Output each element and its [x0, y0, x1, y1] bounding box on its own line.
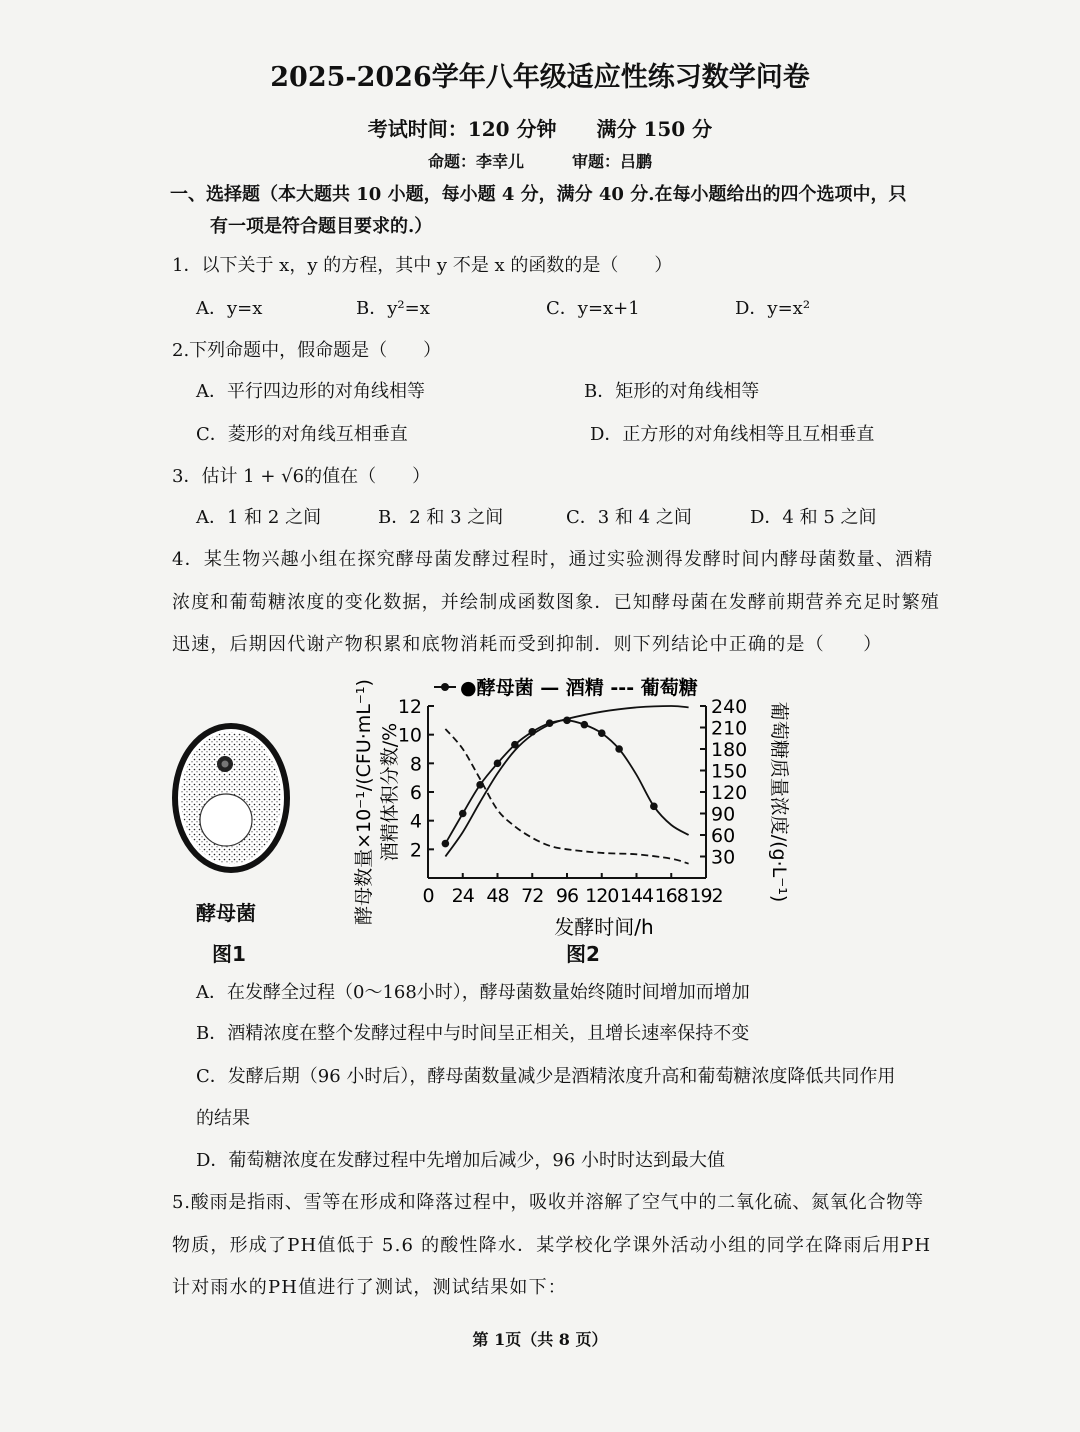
question-1-option-c: C．y=x+1 — [546, 298, 640, 319]
y-left-tick-label: 4 — [409, 810, 422, 833]
question-5-line3: 计对雨水的PH值进行了测试，测试结果如下： — [172, 1277, 568, 1298]
exam-info: 考试时间：120 分钟 满分 150 分 — [367, 117, 713, 141]
question-4-option-d: D．葡萄糖浓度在发酵过程中先增加后减少，96 小时时达到最大值 — [196, 1150, 726, 1171]
x-tick-label: 48 — [486, 885, 509, 907]
y-right-tick-label: 180 — [711, 739, 748, 761]
y-axis-right-title: 葡萄糖质量浓度/(g·L⁻¹) — [768, 701, 790, 903]
y-axis-left-title-2: 酒精体积分数/% — [379, 722, 401, 862]
page-title: 2025-2026学年八年级适应性练习数学问卷 — [270, 62, 810, 93]
y-right-tick-label: 150 — [711, 760, 748, 783]
yeast-cell-figure — [168, 718, 298, 878]
x-tick-label: 0 — [422, 885, 434, 907]
question-3-stem: 3．估计 1 + √6的值在（ ） — [172, 466, 431, 487]
question-4-option-a: A．在发酵全过程（0～168小时），酵母菌数量始终随时间增加而增加 — [196, 982, 750, 1003]
question-2-stem: 2.下列命题中，假命题是（ ） — [172, 340, 442, 361]
y-left-tick-label: 10 — [397, 724, 422, 747]
question-2-option-b: B．矩形的对角线相等 — [584, 381, 760, 402]
x-tick-label: 72 — [521, 885, 544, 907]
y-left-tick-label: 6 — [409, 782, 422, 804]
question-4-option-c: C．发酵后期（96 小时后），酵母菌数量减少是酒精浓度升高和葡萄糖浓度降低共同作用 — [196, 1066, 896, 1087]
fermentation-chart — [336, 664, 796, 944]
y-right-tick-label: 60 — [711, 825, 736, 847]
series-point-yeast — [494, 760, 502, 768]
y-right-tick-label: 90 — [711, 803, 736, 826]
y-right-tick-label: 240 — [711, 696, 748, 718]
section-heading-line1: 一、选择题（本大题共 10 小题，每小题 4 分，满分 40 分.在每小题给出的四个选项中，只 — [170, 184, 907, 205]
y-right-tick-label: 120 — [711, 782, 748, 804]
series-point-yeast — [598, 729, 606, 737]
exam-authors: 命题：李幸儿 审题：吕鹏 — [427, 152, 652, 171]
section-heading-line2: 有一项是符合题目要求的.） — [210, 216, 433, 237]
question-4-option-b: B．酒精浓度在整个发酵过程中与时间呈正相关，且增长速率保持不变 — [196, 1023, 750, 1044]
y-right-tick-label: 210 — [711, 717, 748, 740]
x-tick-label: 120 — [585, 885, 619, 907]
y-left-tick-label: 12 — [397, 696, 422, 718]
question-4-line3: 迅速，后期因代谢产物积累和底物消耗而受到抑制．则下列结论中正确的是（ ） — [172, 634, 883, 655]
series-point-yeast — [615, 745, 623, 753]
question-1-option-a: A．y=x — [196, 298, 263, 319]
x-tick-label: 192 — [689, 885, 723, 907]
question-3-option-a: A．1 和 2 之间 — [196, 507, 322, 528]
x-tick-label: 168 — [654, 885, 688, 907]
series-point-yeast — [581, 721, 589, 729]
figure-2-label: 图2 — [566, 942, 600, 966]
question-5-line1: 5.酸雨是指雨、雪等在形成和降落过程中，吸收并溶解了空气中的二氧化硫、氮氧化合物等 — [172, 1192, 924, 1213]
x-tick-label: 96 — [555, 885, 579, 907]
question-3-option-b: B．2 和 3 之间 — [378, 507, 504, 528]
x-tick-label: 24 — [451, 885, 474, 907]
chart-legend — [434, 676, 698, 699]
question-4-line1: 4．某生物兴趣小组在探究酵母菌发酵过程时，通过实验测得发酵时间内酵母菌数量、酒精 — [172, 549, 934, 570]
series-point-yeast — [459, 810, 467, 818]
question-4-line2: 浓度和葡萄糖浓度的变化数据，并绘制成函数图象．已知酵母菌在发酵前期营养充足时繁殖 — [172, 592, 940, 613]
series-point-yeast — [650, 803, 658, 811]
question-3-option-c: C．3 和 4 之间 — [566, 507, 692, 528]
question-3-option-d: D．4 和 5 之间 — [750, 507, 877, 528]
question-1-option-b: B．y²=x — [356, 298, 430, 319]
question-2-option-a: A．平行四边形的对角线相等 — [196, 381, 425, 402]
chart-legend-text: ●酵母菌 — 酒精 --- 葡萄糖 — [460, 677, 698, 699]
question-1-option-d: D．y=x² — [735, 298, 811, 319]
x-tick-label: 144 — [619, 885, 654, 907]
figure-1-label: 图1 — [212, 942, 246, 966]
question-2-option-c: C．菱形的对角线互相垂直 — [196, 424, 408, 445]
series-point-yeast — [442, 840, 450, 848]
y-axis-left-title: 酵母数量×10⁻¹/(CFU·mL⁻¹) — [353, 679, 375, 925]
y-left-tick-label: 2 — [409, 839, 422, 862]
figure-1-caption: 酵母菌 — [196, 901, 256, 925]
question-4-option-c-cont: 的结果 — [196, 1108, 250, 1129]
question-1-stem: 1．以下关于 x，y 的方程，其中 y 不是 x 的函数的是（ ） — [172, 255, 673, 276]
y-right-tick-label: 30 — [711, 846, 736, 869]
x-axis-title: 发酵时间/h — [554, 915, 654, 939]
question-5-line2: 物质，形成了PH值低于 5.6 的酸性降水．某学校化学课外活动小组的同学在降雨后用PH — [172, 1235, 932, 1256]
series-line-glucose — [445, 729, 688, 864]
question-2-option-d: D．正方形的对角线相等且互相垂直 — [590, 424, 875, 445]
page-footer: 第 1页（共 8 页） — [472, 1330, 608, 1349]
y-left-tick-label: 8 — [409, 753, 422, 776]
